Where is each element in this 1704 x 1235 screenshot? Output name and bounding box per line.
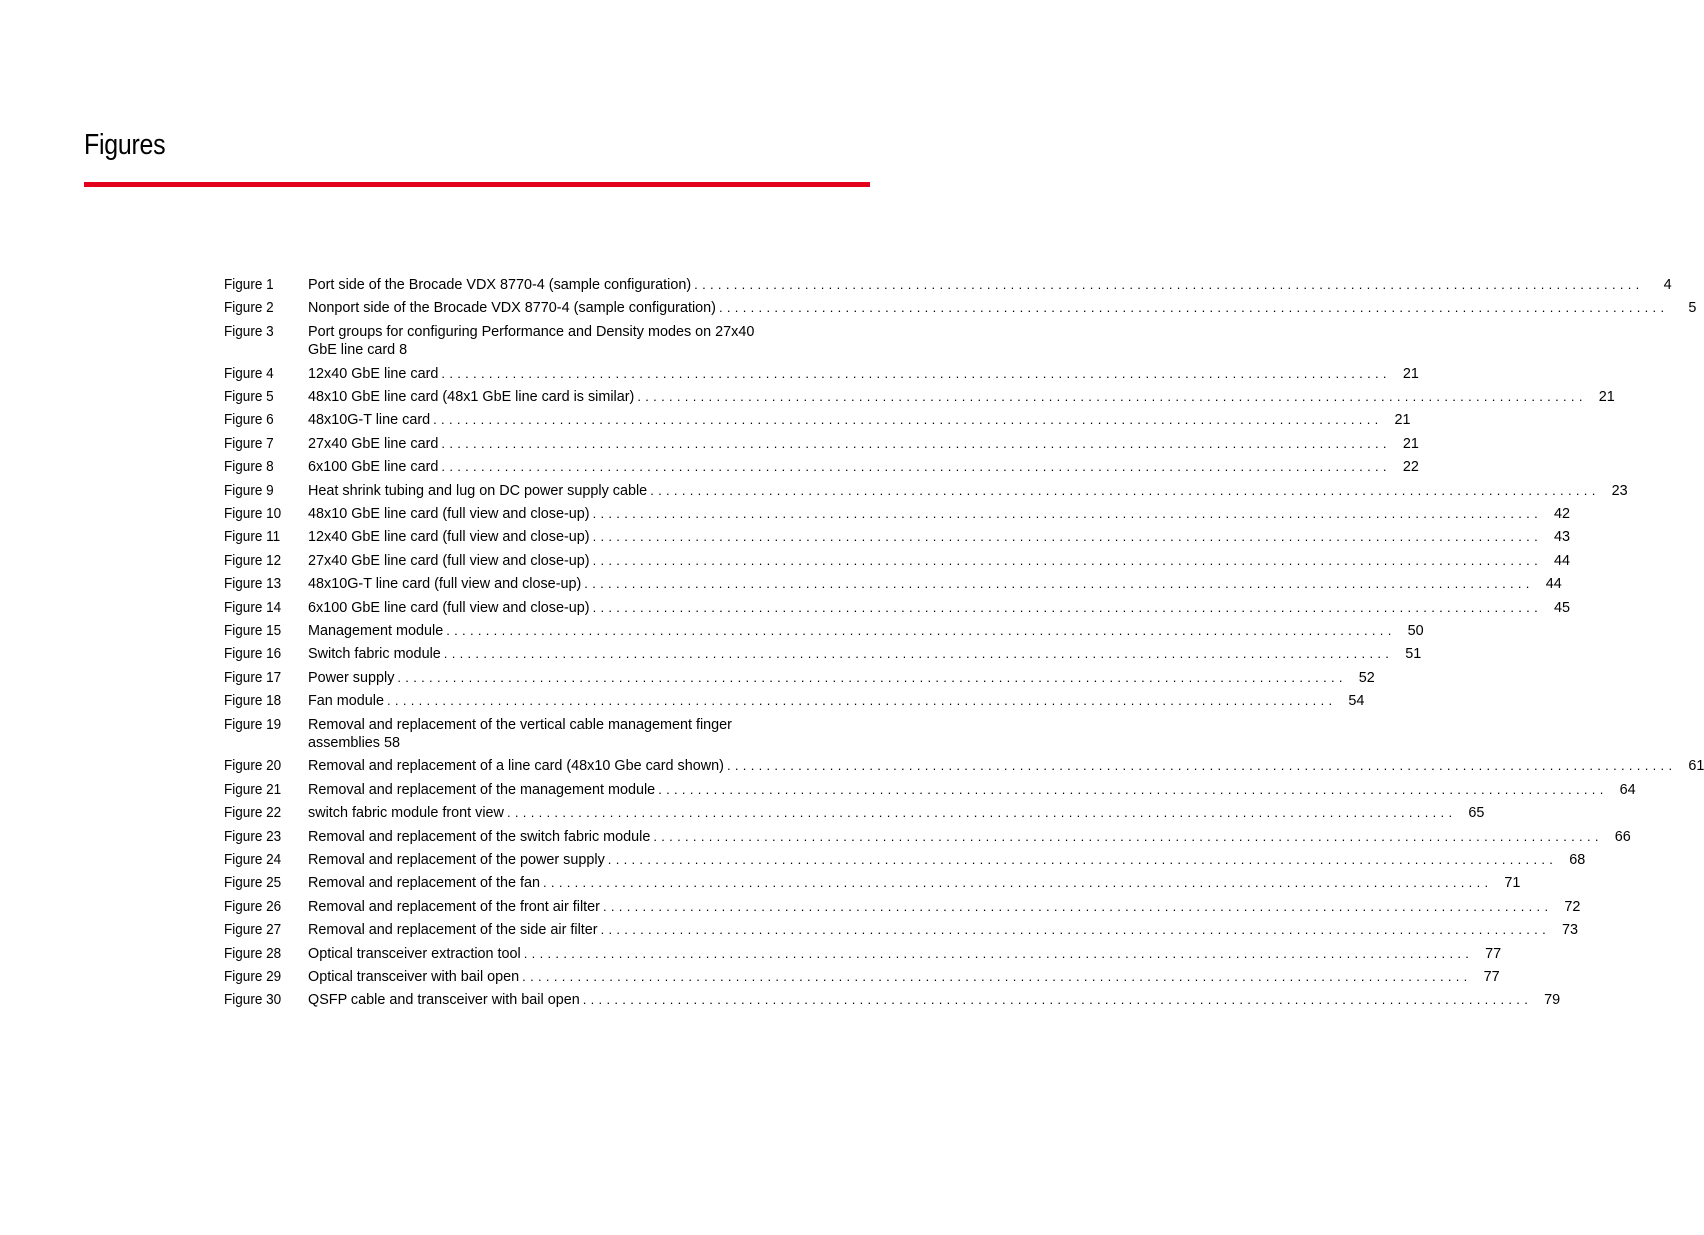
figure-title[interactable]: Management module (308, 622, 444, 639)
figure-entry-body (308, 276, 1672, 295)
figure-entry-body (308, 757, 1704, 776)
page-number[interactable]: 22 (1402, 459, 1419, 476)
figure-label: Figure 5 (224, 389, 274, 406)
figure-entry-body (308, 804, 1485, 823)
page-number[interactable]: 64 (1619, 781, 1636, 798)
dot-leader: ........................................................................................................................ (584, 576, 1534, 592)
dot-leader: ........................................................................................................................ (441, 459, 1391, 475)
figure-title[interactable]: 6x100 GbE line card (308, 459, 439, 476)
figure-title[interactable]: Removal and replacement of a line card (48x10 Gbe card shown) (308, 758, 724, 775)
figure-entry[interactable] (224, 851, 1586, 870)
page-number[interactable]: 21 (1402, 365, 1419, 382)
figure-entry[interactable] (224, 505, 1570, 524)
figure-entry[interactable] (224, 388, 1615, 407)
figure-label: Figure 18 (224, 693, 282, 710)
page-number[interactable]: 54 (1348, 693, 1365, 710)
figure-label: Figure 3 (224, 323, 274, 340)
figure-entry[interactable] (224, 411, 1411, 430)
dot-leader: ........................................................................................................................ (718, 300, 1669, 316)
figure-label: Figure 16 (224, 646, 282, 663)
figure-label: Figure 7 (224, 435, 274, 452)
figure-entry-body (308, 874, 1521, 893)
figure-label: Figure 13 (224, 576, 282, 593)
figure-label: Figure 19 (224, 716, 282, 733)
figure-entry[interactable] (224, 716, 844, 753)
figure-entry[interactable] (224, 552, 1570, 571)
figure-entry[interactable] (224, 669, 1375, 688)
figure-label: Figure 28 (224, 945, 282, 962)
figure-title[interactable]: Optical transceiver with bail open (308, 968, 520, 985)
figure-entry-body (308, 945, 1502, 964)
figure-entry[interactable] (224, 828, 1631, 847)
figure-entry[interactable] (224, 692, 1365, 711)
page-number[interactable]: 21 (1402, 435, 1419, 452)
figure-label: Figure 9 (224, 482, 274, 499)
figure-entry-body (308, 898, 1581, 917)
figure-label: Figure 22 (224, 805, 282, 822)
figure-entry[interactable] (224, 968, 1500, 987)
figure-entry-body (308, 323, 844, 360)
figure-entry[interactable] (224, 622, 1424, 641)
figure-title[interactable]: 12x40 GbE line card (full view and close-up) (308, 529, 590, 546)
page-number[interactable]: 23 (1611, 482, 1628, 499)
figure-entry-body (308, 411, 1411, 430)
figure-label: Figure 29 (224, 968, 282, 985)
figure-title[interactable]: Port groups for configuring Performance and Density modes on 27x40 GbE line card 8 (308, 323, 755, 359)
figure-entry[interactable] (224, 921, 1578, 940)
dot-leader: ........................................................................................................................ (637, 389, 1587, 405)
figure-entry[interactable] (224, 458, 1419, 477)
dot-leader: ........................................................................................................................ (600, 922, 1550, 938)
figure-entry[interactable] (224, 599, 1570, 618)
figure-entry[interactable] (224, 757, 1704, 776)
figure-title[interactable]: Fan module (308, 693, 384, 710)
figure-label: Figure 8 (224, 459, 274, 476)
figure-label: Figure 27 (224, 922, 282, 939)
figures-list (224, 276, 1704, 1015)
figure-title[interactable]: 48x10G-T line card (full view and close-up) (308, 576, 582, 593)
figure-entry-body (308, 692, 1365, 711)
figure-label: Figure 25 (224, 875, 282, 892)
dot-leader: ........................................................................................................................ (602, 898, 1553, 914)
page-number[interactable]: 42 (1553, 506, 1570, 523)
figure-entry-body (308, 781, 1636, 800)
figure-entry-body (308, 575, 1562, 594)
dot-leader: ........................................................................................................................ (607, 851, 1558, 867)
figure-label: Figure 30 (224, 992, 282, 1009)
figure-entry[interactable] (224, 299, 1697, 318)
figure-label: Figure 21 (224, 781, 282, 798)
figure-label: Figure 23 (224, 828, 282, 845)
dot-leader: ........................................................................................................................ (582, 992, 1533, 1008)
figure-entry-body (308, 299, 1697, 318)
figure-label: Figure 11 (224, 529, 281, 546)
figure-title[interactable]: Removal and replacement of the power supply (308, 851, 605, 868)
figure-entry-body (308, 669, 1375, 688)
figure-title[interactable]: Removal and replacement of the vertical cable management finger assemblies 58 (308, 716, 732, 752)
figure-entry-body (308, 851, 1586, 870)
figure-entry[interactable] (224, 276, 1672, 295)
figure-entry[interactable] (224, 323, 844, 360)
figure-entry[interactable] (224, 804, 1485, 823)
dot-leader: ........................................................................................................................ (650, 482, 1600, 498)
page-number[interactable]: 52 (1358, 669, 1375, 686)
figure-label: Figure 6 (224, 412, 274, 429)
figure-entry-body (308, 365, 1419, 384)
figure-label: Figure 17 (224, 669, 282, 686)
figure-label: Figure 10 (224, 506, 282, 523)
page-number[interactable]: 45 (1553, 599, 1570, 616)
page-number[interactable]: 5 (1688, 300, 1697, 317)
figure-title[interactable]: Power supply (308, 669, 395, 686)
page-number[interactable]: 72 (1564, 898, 1581, 915)
page-number[interactable]: 65 (1468, 805, 1485, 822)
dot-leader: ........................................................................................................................ (592, 552, 1542, 568)
figure-title[interactable]: 6x100 GbE line card (full view and close-up) (308, 599, 590, 616)
figure-entry[interactable] (224, 781, 1636, 800)
figure-entry[interactable] (224, 874, 1521, 893)
figure-entry[interactable] (224, 645, 1422, 664)
dot-leader: ........................................................................................................................ (443, 646, 1394, 662)
figure-title[interactable]: 48x10G-T line card (308, 412, 431, 429)
figure-entry-body (308, 552, 1570, 571)
figure-entry[interactable] (224, 945, 1502, 964)
figure-entry-body (308, 388, 1615, 407)
dot-leader: ........................................................................................................................ (592, 529, 1542, 545)
figure-label: Figure 4 (224, 365, 274, 382)
figure-entry-body (308, 599, 1570, 618)
figure-entry-body (308, 622, 1424, 641)
page-title: Figures (84, 129, 166, 161)
figure-entry-body (308, 716, 844, 753)
figure-title[interactable]: 48x10 GbE line card (48x1 GbE line card is similar) (308, 389, 635, 406)
figure-entry-body (308, 458, 1419, 477)
dot-leader: ........................................................................................................................ (523, 945, 1474, 961)
figure-title[interactable]: Port side of the Brocade VDX 8770-4 (sample configuration) (308, 277, 692, 293)
dot-leader: ........................................................................................................................ (506, 805, 1457, 821)
dot-leader: ........................................................................................................................ (726, 758, 1677, 774)
figure-label: Figure 15 (224, 622, 282, 639)
figure-label: Figure 26 (224, 898, 282, 915)
figure-label: Figure 2 (224, 300, 274, 317)
figure-title[interactable]: Heat shrink tubing and lug on DC power supply cable (308, 482, 648, 499)
page-number[interactable]: 21 (1598, 389, 1615, 406)
page-number[interactable]: 21 (1394, 412, 1411, 429)
figure-label: Figure 12 (224, 552, 282, 569)
figure-entry-body (308, 435, 1419, 454)
dot-leader: ........................................................................................................................ (592, 506, 1542, 522)
dot-leader: ........................................................................................................................ (433, 412, 1383, 428)
page-number[interactable]: 4 (1663, 277, 1672, 293)
dot-leader: ........................................................................................................................ (543, 875, 1493, 891)
figure-entry-body (308, 968, 1500, 987)
figure-label: Figure 24 (224, 851, 282, 868)
dot-leader: ........................................................................................................................ (441, 435, 1391, 451)
page-number[interactable]: 71 (1504, 875, 1521, 892)
figure-entry-body (308, 645, 1422, 664)
figure-title[interactable]: Removal and replacement of the fan (308, 875, 540, 892)
figure-title[interactable]: Removal and replacement of the front air filter (308, 898, 600, 915)
dot-leader: ........................................................................................................................ (653, 828, 1603, 844)
figure-title[interactable]: 12x40 GbE line card (308, 365, 439, 382)
dot-leader: ........................................................................................................................ (441, 365, 1391, 381)
figure-entry[interactable] (224, 528, 1570, 547)
dot-leader: ........................................................................................................................ (658, 781, 1608, 797)
page-number[interactable]: 73 (1561, 922, 1578, 939)
figure-label: Figure 14 (224, 599, 282, 616)
figure-entry-body (308, 482, 1628, 501)
figure-entry-body (308, 505, 1570, 524)
dot-leader: ........................................................................................................................ (522, 968, 1472, 984)
figure-entry-body (308, 528, 1570, 547)
page-number[interactable]: 50 (1407, 622, 1424, 639)
dot-leader: ........................................................................................................................ (592, 599, 1542, 615)
figure-title[interactable]: Switch fabric module (308, 646, 441, 663)
figure-entry[interactable] (224, 991, 1561, 1010)
figure-title[interactable]: 48x10 GbE line card (full view and close-up) (308, 506, 590, 523)
figure-entry-body (308, 828, 1631, 847)
figure-title[interactable]: Optical transceiver extraction tool (308, 945, 521, 962)
figure-entry[interactable] (224, 435, 1419, 454)
figure-title[interactable]: 27x40 GbE line card (full view and close-up) (308, 552, 590, 569)
page-number[interactable]: 77 (1483, 968, 1500, 985)
dot-leader: ........................................................................................................................ (387, 693, 1337, 709)
page-number[interactable]: 79 (1544, 992, 1561, 1009)
figure-entry[interactable] (224, 898, 1581, 917)
figure-entry-body (308, 921, 1578, 940)
figure-entry-body (308, 991, 1561, 1010)
figure-title[interactable]: Removal and replacement of the switch fabric module (308, 828, 651, 845)
page-number[interactable]: 51 (1405, 646, 1422, 663)
figure-entry[interactable] (224, 365, 1419, 384)
figure-entry[interactable] (224, 482, 1628, 501)
figure-title[interactable]: Removal and replacement of the management module (308, 781, 656, 798)
page-number[interactable]: 61 (1688, 758, 1704, 775)
title-rule (84, 182, 870, 187)
figure-title[interactable]: 27x40 GbE line card (308, 435, 439, 452)
figure-title[interactable]: Nonport side of the Brocade VDX 8770-4 (sample configuration) (308, 300, 716, 317)
page-number[interactable]: 68 (1569, 851, 1586, 868)
page-number[interactable]: 66 (1614, 828, 1631, 845)
page-number[interactable]: 43 (1553, 529, 1570, 546)
dot-leader: ........................................................................................................................ (694, 277, 1644, 292)
figure-entry[interactable] (224, 575, 1562, 594)
figure-label: Figure 1 (224, 277, 274, 293)
figure-title[interactable]: Removal and replacement of the side air filter (308, 922, 598, 939)
page-number[interactable]: 44 (1545, 576, 1562, 593)
page-number[interactable]: 44 (1553, 552, 1570, 569)
figure-title[interactable]: QSFP cable and transceiver with bail open (308, 992, 580, 1009)
figure-title[interactable]: switch fabric module front view (308, 805, 504, 822)
page-number[interactable]: 77 (1485, 945, 1502, 962)
figure-label: Figure 20 (224, 758, 282, 775)
dot-leader: ........................................................................................................................ (397, 669, 1347, 685)
dot-leader: ........................................................................................................................ (446, 622, 1396, 638)
